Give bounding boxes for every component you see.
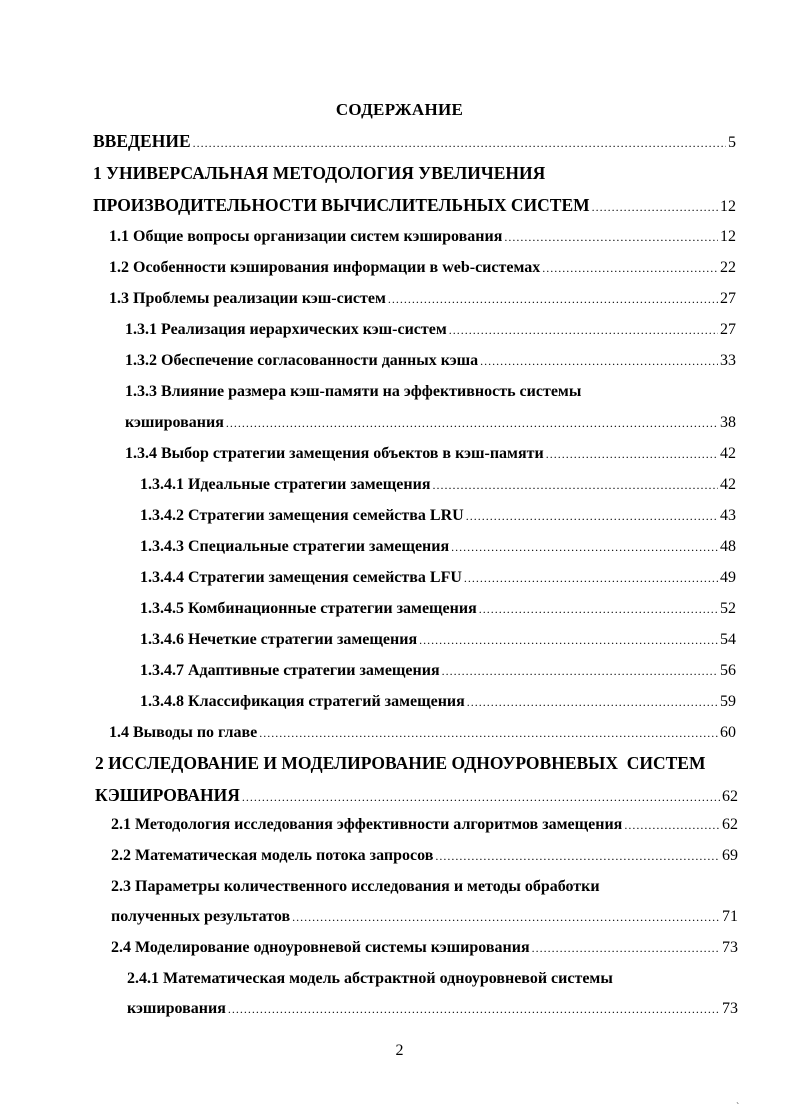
toc-leader [466,506,718,526]
toc-entry-text: полученных результатов [111,908,291,925]
toc-leader [242,787,720,807]
toc-page-number: 27 [720,290,736,307]
toc-entry[interactable] [93,195,736,217]
toc-page-number: 59 [720,693,736,710]
toc-entry-text: 2.4.1 Математическая модель абстрактной одноуровневой системы [127,970,613,987]
toc-leader [259,723,718,743]
toc-page-number: 27 [720,321,736,338]
toc-leader [479,599,718,619]
toc-entry[interactable] [140,568,736,588]
toc-entry[interactable] [111,938,738,958]
toc-page-number: 60 [720,724,736,741]
toc-page-number: 33 [720,352,736,369]
toc-leader [624,815,720,835]
toc-entry[interactable] [140,661,736,681]
toc-entry-text: ПРОИЗВОДИТЕЛЬНОСТИ ВЫЧИСЛИТЕЛЬНЫХ СИСТЕМ [93,195,590,215]
toc-leader [532,938,720,958]
toc-entry[interactable] [111,815,738,835]
toc-entry[interactable] [140,599,736,619]
toc-entry-text: 1 УНИВЕРСАЛЬНАЯ МЕТОДОЛОГИЯ УВЕЛИЧЕНИЯ [93,163,546,183]
toc-heading: СОДЕРЖАНИЕ [335,100,464,119]
toc-entry[interactable] [127,969,738,989]
toc-entry-text: 1.3.4.7 Адаптивные стратегии замещения [140,662,440,679]
toc-entry[interactable] [109,723,736,743]
toc-leader [228,999,720,1019]
toc-page-number: 12 [720,198,736,215]
toc-entry[interactable] [127,999,738,1019]
toc-page-number: 52 [720,600,736,617]
scan-mark: ` [736,1102,740,1113]
toc-entry-text: ВВЕДЕНИЕ [93,131,191,151]
toc-entry-text: 1.3.2 Обеспечение согласованности данных кэша [125,352,479,369]
toc-entry[interactable] [93,131,736,153]
toc-entry[interactable] [125,413,736,433]
toc-leader [442,661,718,681]
toc-entry[interactable] [125,444,736,464]
toc-entry[interactable] [140,537,736,557]
toc-leader [432,475,718,495]
toc-entry[interactable] [125,351,736,371]
toc-leader [467,692,718,712]
toc-leader [435,846,720,866]
toc-leader [546,444,718,464]
toc-entry[interactable] [140,506,736,526]
toc-leader [504,227,718,247]
toc-leader [388,289,718,309]
toc-page-number: 69 [722,847,738,864]
toc-page-number: 12 [720,228,736,245]
toc-entry[interactable] [140,692,736,712]
toc-entry-text: 2 ИССЛЕДОВАНИЕ И МОДЕЛИРОВАНИЕ ОДНОУРОВНЕВЫХ СИСТЕМ [95,753,706,773]
toc-entry-text: 1.1 Общие вопросы организации систем кэширования [109,228,503,245]
toc-leader [464,568,718,588]
toc-entry[interactable] [111,877,738,897]
page-number: 2 [395,1042,404,1059]
toc-entry-text: 2.3 Параметры количественного исследования и методы обработки [111,878,600,895]
toc-entry[interactable] [109,227,736,247]
toc-entry[interactable] [125,382,736,402]
toc-entry[interactable] [95,785,738,807]
toc-leader [449,320,718,340]
toc-leader [193,133,726,153]
toc-entry[interactable] [111,907,738,927]
toc-entry-text: 1.3.4.5 Комбинационные стратегии замещения [140,600,477,617]
toc-entry[interactable] [140,475,736,495]
toc-entry[interactable] [140,630,736,650]
toc-entry-text: 1.3.3 Влияние размера кэш-памяти на эффективность системы [125,383,582,400]
toc-page-number: 5 [728,134,736,151]
toc-entry-text: 2.2 Математическая модель потока запросов [111,847,434,864]
toc-entry[interactable] [95,753,738,773]
toc-entry-text: КЭШИРОВАНИЯ [95,785,240,805]
toc-leader [480,351,718,371]
toc-entry[interactable] [93,163,736,183]
toc-page-number: 62 [722,788,738,805]
toc-page-number: 49 [720,569,736,586]
toc-entry[interactable] [125,320,736,340]
toc-entry-text: 1.3.4.4 Стратегии замещения семейства LFU [140,569,462,586]
toc-entry-text: 1.2 Особенности кэширования информации в web-системах [109,259,541,276]
toc-entry-text: 1.4 Выводы по главе [109,724,258,741]
toc-page-number: 56 [720,662,736,679]
toc-entry-text: 1.3.4 Выбор стратегии замещения объектов в кэш-памяти [125,445,544,462]
toc-leader [226,413,718,433]
toc-page-number: 54 [720,631,736,648]
toc-entry-text: 1.3 Проблемы реализации кэш-систем [109,290,386,307]
toc-entry-text: 1.3.4.6 Нечеткие стратегии замещения [140,631,418,648]
toc-page-number: 38 [720,414,736,431]
toc-entry-text: кэширования [127,1000,226,1017]
toc-page-number: 48 [720,538,736,555]
toc-entry-text: 1.3.4.8 Классификация стратегий замещения [140,693,465,710]
toc-entry[interactable] [111,846,738,866]
toc-leader [292,907,720,927]
toc-entry[interactable] [109,289,736,309]
toc-entry-text: 2.4 Моделирование одноуровневой системы кэширования [111,939,530,956]
toc-entry-text: 1.3.4.3 Специальные стратегии замещения [140,538,450,555]
toc-page-number: 62 [722,816,738,833]
toc-leader [542,258,718,278]
toc-leader [592,197,718,217]
toc-page-number: 73 [722,939,738,956]
toc-entry-text: 1.3.1 Реализация иерархических кэш-систем [125,321,447,338]
toc-entry[interactable] [109,258,736,278]
toc-entry-text: 1.3.4.2 Стратегии замещения семейства LRU [140,507,464,524]
toc-page-number: 42 [720,445,736,462]
toc-leader [451,537,718,557]
toc-entry-text: кэширования [125,414,224,431]
toc-entry-text: 2.1 Методология исследования эффективности алгоритмов замещения [111,816,623,833]
toc-entry-text: 1.3.4.1 Идеальные стратегии замещения [140,476,431,493]
toc-page-number: 43 [720,507,736,524]
toc-page-number: 42 [720,476,736,493]
toc-page-number: 22 [720,259,736,276]
toc-page-number: 73 [722,1000,738,1017]
toc-page-number: 71 [722,908,738,925]
toc-leader [419,630,718,650]
